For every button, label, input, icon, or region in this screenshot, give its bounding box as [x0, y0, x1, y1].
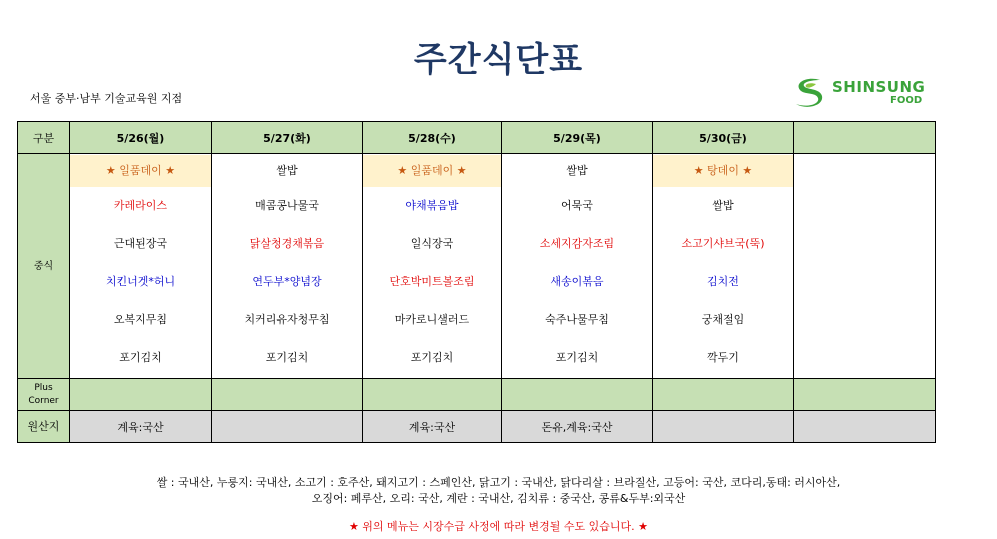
menu-col-tue — [212, 154, 363, 379]
company-logo — [790, 76, 940, 110]
menu-item: 쌀밥 — [276, 164, 298, 177]
menu-item: 포기김치 — [265, 351, 309, 364]
menu-item: 포기김치 — [119, 351, 162, 364]
leaf-logo-icon — [790, 76, 828, 110]
plus-label-line1: Plus — [34, 382, 53, 393]
menu-item: 쌀밥 — [566, 164, 588, 177]
menu-item: 치킨너겟*허니 — [105, 275, 176, 288]
origin-cell-fri — [653, 411, 794, 443]
lunch-row — [18, 154, 936, 379]
menu-item: 포기김치 — [410, 351, 454, 364]
plus-cell — [794, 379, 936, 411]
origin-note-line1: 쌀 : 국내산, 누룽지: 국내산, 소고기 : 호주산, 돼지고기 : 스페인산, 닭고기 : 국내산, 닭다리살 : 브라질산, 고등어: 국산, 코다리,동태: 러시아산, — [156, 476, 841, 489]
plus-corner-row — [18, 379, 936, 411]
day-header-mon: 5/26(월) — [70, 122, 212, 154]
day-header-wed: 5/28(수) — [363, 122, 502, 154]
menu-item: 근대된장국 — [113, 237, 168, 250]
menu-item: 매콤콩나물국 — [255, 199, 319, 212]
origin-cell-thu: 돈유,계육:국산 — [502, 411, 653, 443]
menu-item: 새송이볶음 — [550, 275, 604, 288]
menu-item: 김치전 — [707, 275, 739, 288]
plus-cell — [653, 379, 794, 411]
menu-col-thu — [502, 154, 653, 379]
plus-label-line2: Corner — [28, 395, 59, 406]
origin-cell-mon: 계육:국산 — [70, 411, 212, 443]
plus-corner-label — [18, 379, 70, 411]
menu-col-extra — [794, 154, 936, 379]
logo-wordmark: SHINSUNG — [832, 78, 926, 96]
menu-item: 쌀밥 — [712, 199, 734, 212]
menu-change-notice: ★ 위의 메뉴는 시장수급 사정에 따라 변경될 수도 있습니다. ★ — [348, 520, 649, 533]
menu-item: 오복지무침 — [113, 313, 168, 326]
day-header-thu: 5/29(목) — [502, 122, 653, 154]
menu-item: 야채볶음밥 — [405, 199, 459, 212]
menu-item: 포기김치 — [555, 351, 599, 364]
day-header-tue: 5/27(화) — [212, 122, 363, 154]
menu-item: ★ 일품데이 ★ — [70, 155, 211, 187]
origin-label: 원산지 — [18, 411, 70, 443]
menu-item: 어묵국 — [561, 199, 593, 212]
origin-row — [18, 411, 936, 443]
menu-item: 마카로니샐러드 — [394, 313, 470, 326]
page-title: 주간식단표 — [413, 40, 584, 80]
branch-name: 서울 중부·남부 기술교육원 지점 — [30, 92, 183, 105]
menu-item: 치커리유자청무침 — [244, 313, 330, 326]
menu-item: 소세지감자조림 — [539, 237, 615, 250]
menu-item: 일식장국 — [410, 237, 454, 250]
menu-col-fri — [653, 154, 794, 379]
origin-cell-tue — [212, 411, 363, 443]
origin-cell-extra — [794, 411, 936, 443]
menu-item: 궁채절임 — [701, 313, 745, 326]
origin-note-line2: 오징어: 페루산, 오리: 국산, 계란 : 국내산, 김치류 : 중국산, 콩류&두부:외국산 — [311, 492, 686, 505]
menu-item: ★ 탕데이 ★ — [653, 155, 793, 187]
menu-col-mon — [70, 154, 212, 379]
plus-cell — [70, 379, 212, 411]
header-row — [18, 122, 936, 154]
menu-item: ★ 일품데이 ★ — [363, 155, 501, 187]
plus-cell — [502, 379, 653, 411]
plus-cell — [212, 379, 363, 411]
menu-item: 카레라이스 — [113, 199, 168, 212]
menu-item: 소고기샤브국(뚝) — [681, 237, 765, 250]
day-header-extra — [794, 122, 936, 154]
plus-cell — [363, 379, 502, 411]
logo-sub-wordmark: FOOD — [890, 95, 923, 106]
lunch-label: 중식 — [18, 154, 70, 379]
menu-item: 단호박미트볼조림 — [389, 275, 475, 288]
weekly-menu-table — [17, 121, 936, 443]
menu-item: 숙주나물무침 — [545, 313, 609, 326]
category-header: 구분 — [18, 122, 70, 154]
menu-item: 닭살청경채볶음 — [249, 237, 325, 250]
menu-item: 연두부*양념장 — [252, 275, 322, 288]
origin-cell-wed: 계육:국산 — [363, 411, 502, 443]
day-header-fri: 5/30(금) — [653, 122, 794, 154]
menu-col-wed — [363, 154, 502, 379]
menu-item: 깍두기 — [707, 351, 739, 364]
